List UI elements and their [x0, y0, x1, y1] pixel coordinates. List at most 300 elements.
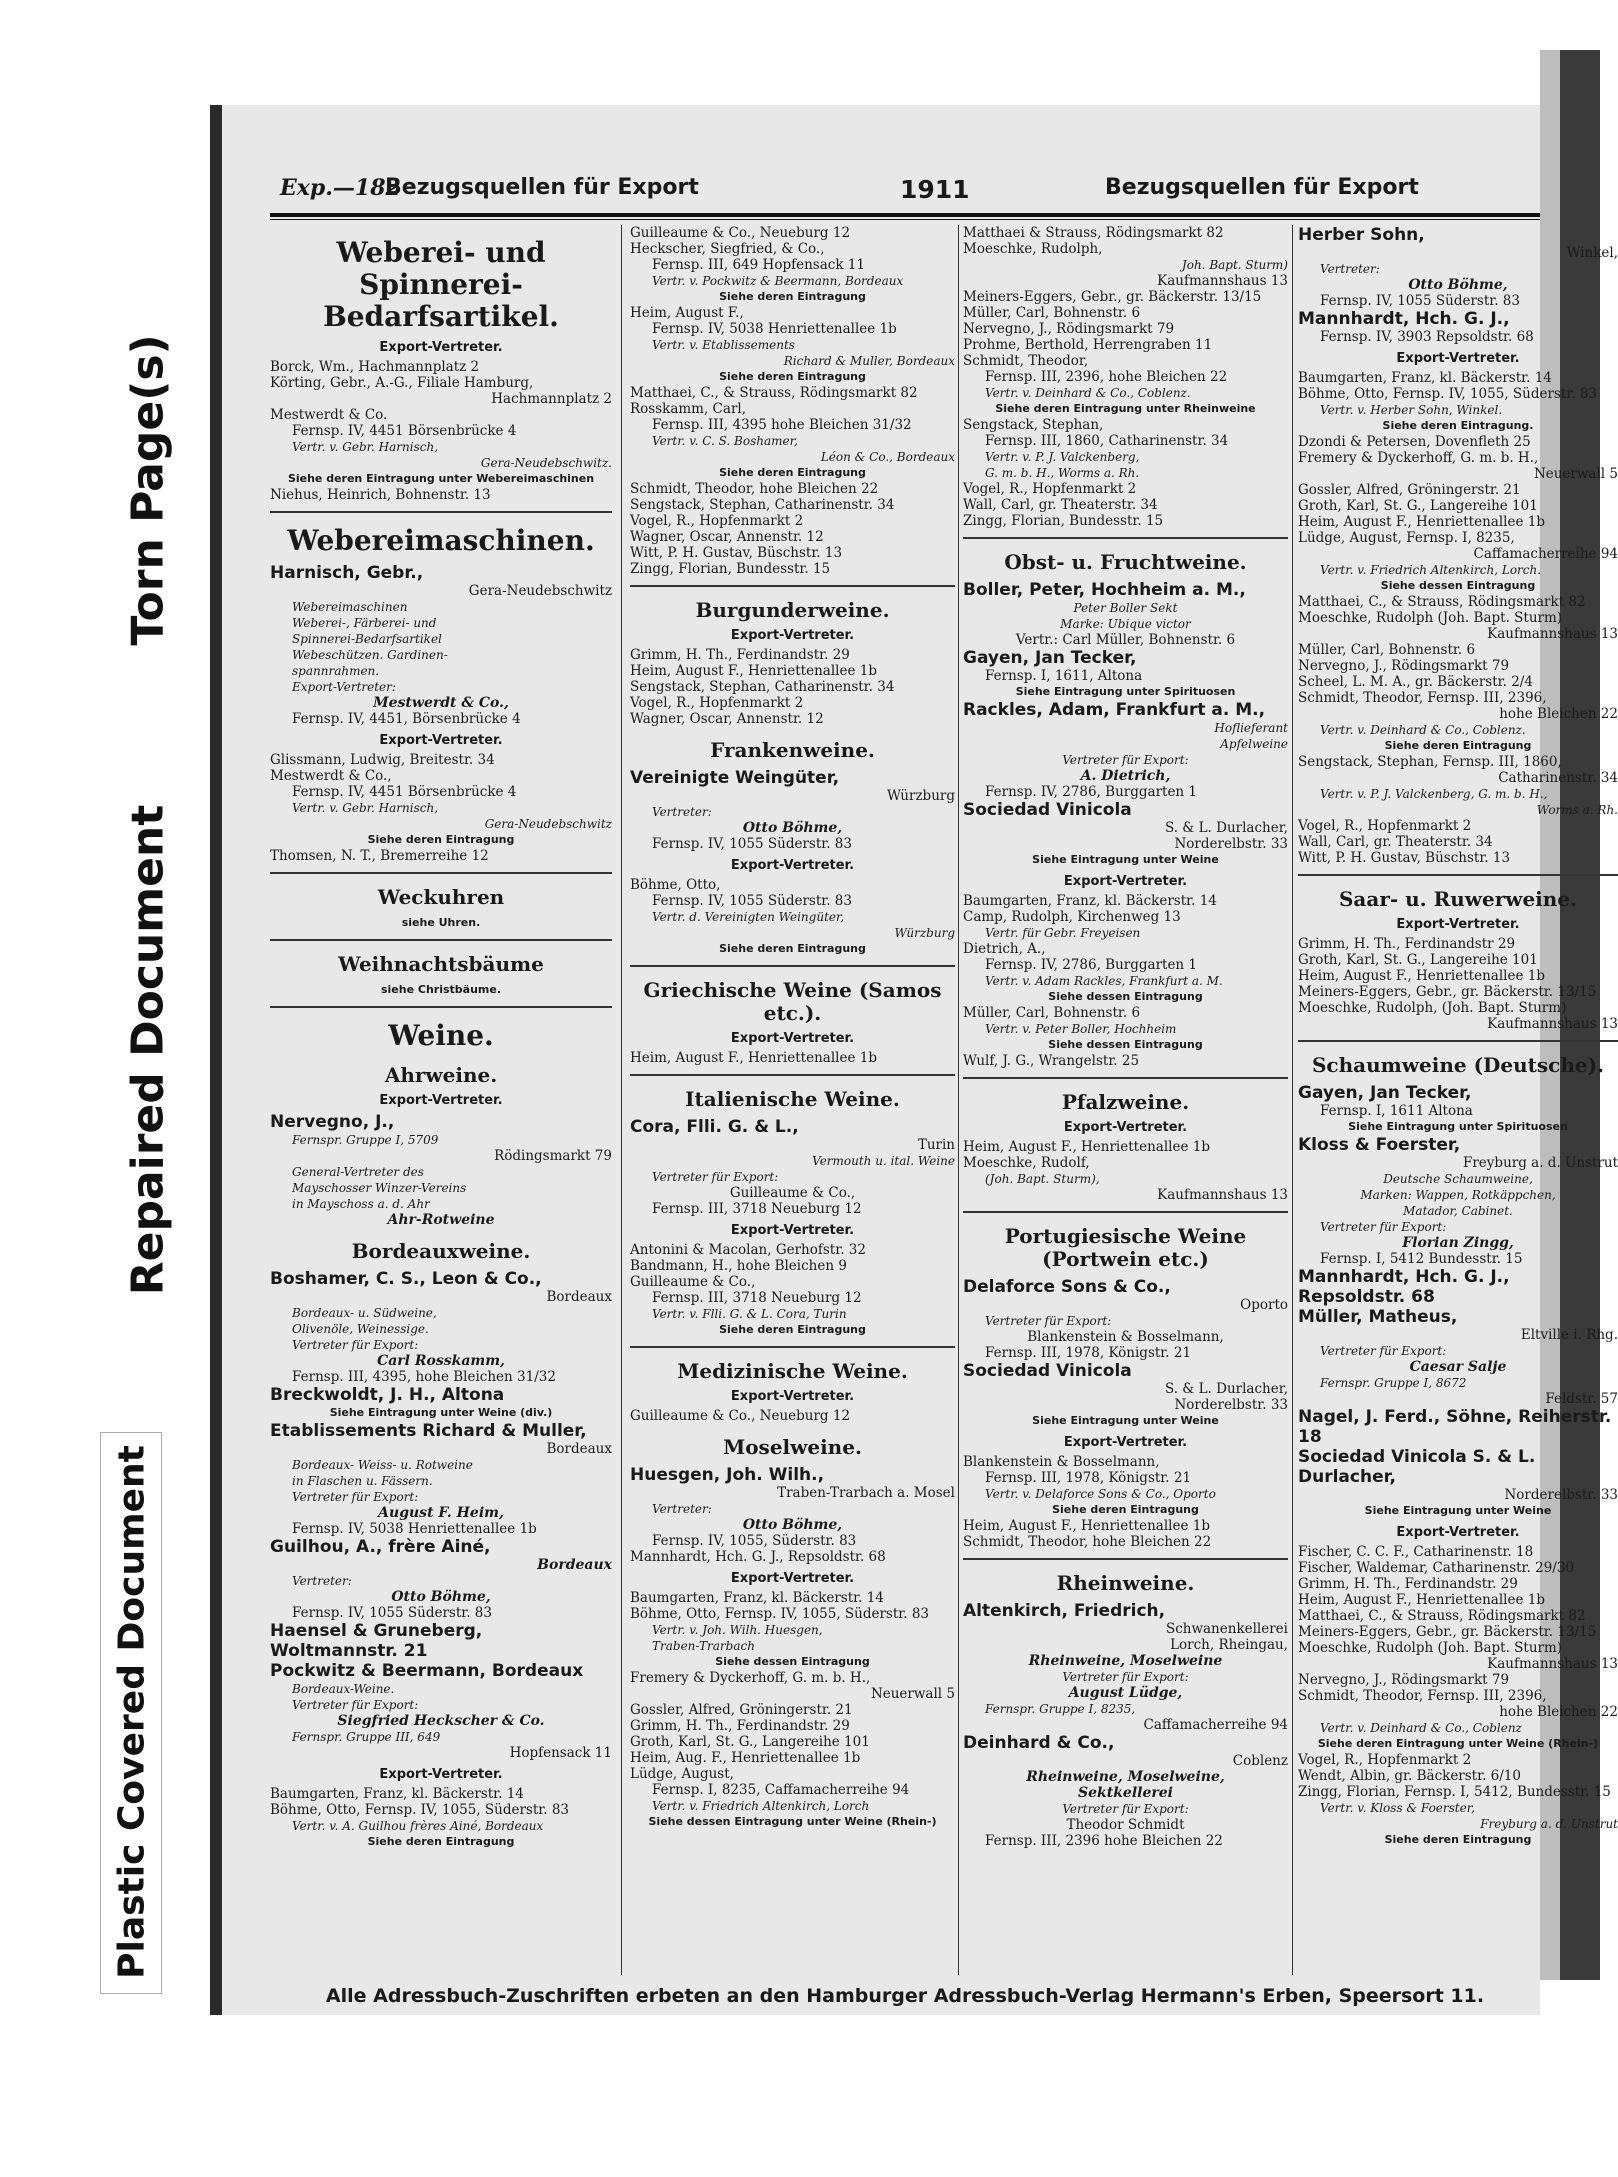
entry-line: Léon & Co., Bordeaux [820, 450, 955, 464]
entry-line: Vertr. v. P. J. Valckenberg, [985, 450, 1140, 464]
entry-line: Eltville i. Rhg. [1520, 1327, 1618, 1343]
entry-line: Theodor Schmidt [1066, 1817, 1185, 1833]
firm-name: Sociedad Vinicola [963, 800, 1132, 820]
entry-line: G. m. b. H., Worms a. Rh. [985, 466, 1140, 480]
entry-line: Coblenz [1232, 1753, 1288, 1769]
subheading: Export-Vertreter. [379, 1766, 503, 1782]
entry-line: Vertreter für Export: [1062, 1670, 1189, 1684]
entry-line: Vertr. v. A. Guilhou frères Ainé, Bordeaux [292, 1818, 544, 1833]
cross-reference: Siehe Eintragung unter Weine [1032, 853, 1219, 866]
entry-line: Vertr. v. Etablissements [652, 338, 795, 352]
page-binding-edge [210, 105, 222, 2015]
entry-line: Traben-Trarbach [652, 1639, 755, 1653]
firm-name: Vereinigte Weingüter, [630, 768, 840, 788]
entry-line: Bordeaux [546, 1288, 612, 1305]
entry-line: Schmidt, Theodor, hohe Bleichen 22 [963, 1534, 1212, 1550]
entry-line: Schmidt, Theodor, hohe Bleichen 22 [630, 481, 879, 497]
entry-line: Apfelweine [1220, 737, 1288, 751]
entry-line: Hoflieferant [1214, 721, 1288, 735]
cross-reference: Siehe deren Eintragung. [1382, 419, 1534, 432]
entry-line: Vertr. v. Deinhard & Co., Coblenz. [985, 386, 1191, 400]
section-rule [270, 939, 612, 941]
entry-line: Gera-Neudebschwitz [484, 816, 612, 831]
entry-line: Vertr. v. Delaforce Sons & Co., Oporto [985, 1487, 1216, 1501]
entry-line: Fernsp. III, 4395 hohe Bleichen 31/32 [652, 417, 912, 433]
entry-line: Heim, August F., Henriettenallee 1b [630, 663, 877, 679]
firm-name: Pockwitz & Beermann, Bordeaux [270, 1660, 584, 1681]
firm-name: Gayen, Jan Tecker, [963, 648, 1137, 668]
section-heading: Ahrweine. [384, 1062, 498, 1087]
entry-line: Zingg, Florian, Bundesstr. 15 [630, 561, 831, 577]
section-rule [270, 1006, 612, 1008]
cross-reference: Siehe dessen Eintragung [1048, 1038, 1203, 1051]
entry-line: Fernspr. Gruppe I, 8235, [985, 1702, 1136, 1716]
section-heading: Portugiesische Weine (Portwein etc.) [1004, 1224, 1247, 1271]
cross-reference: Siehe deren Eintragung [719, 370, 866, 383]
entry-line: Vertr. v. Pockwitz & Beermann, Bordeaux [652, 274, 904, 288]
entry-line: Moeschke, Rudolph (Joh. Bapt. Sturm) [1298, 610, 1563, 626]
entry-line: Vertr. d. Vereinigten Weingüter, [652, 910, 845, 924]
entry-line: Fernsp. III, 1860, Catharinenstr. 34 [985, 433, 1229, 449]
entry-line: Vertr. v. Gebr. Harnisch, [292, 800, 439, 815]
entry-line: Vertr. v. Gebr. Harnisch, [292, 439, 439, 454]
section-rule [1298, 1040, 1618, 1042]
entry-line: Gera-Neudebschwitz [468, 582, 612, 599]
cross-reference: Siehe deren Eintragung [719, 1323, 866, 1336]
section-heading: Medizinische Weine. [677, 1359, 908, 1383]
subheading: Export-Vertreter. [1396, 1525, 1520, 1540]
entry-line: Fernsp. IV, 1055 Süderstr. 83 [1320, 293, 1520, 309]
entry-line: Vogel, R., Hopfenmarkt 2 [1298, 818, 1472, 834]
entry-line: Fischer, Waldemar, Catharinenstr. 29/30 [1298, 1560, 1575, 1576]
entry-line: Thomsen, N. T., Bremerreihe 12 [270, 847, 489, 864]
entry-line: Blankenstein & Bosselmann, [1027, 1329, 1224, 1345]
firm-name: Gayen, Jan Tecker, [1298, 1083, 1472, 1103]
entry-line: Wulf, J. G., Wrangelstr. 25 [963, 1053, 1140, 1069]
entry-line: Heim, August F., Henriettenallee 1b [630, 1050, 877, 1066]
entry-line: Fernsp. IV, 1055 Süderstr. 83 [652, 836, 852, 852]
subheading: Export-Vertreter. [1063, 1120, 1188, 1135]
entry-line: Siegfried Heckscher & Co. [337, 1712, 545, 1729]
entry-line: Vertr. v. Deinhard & Co., Coblenz [1320, 1721, 1522, 1735]
entry-line: Weberei-, Färberei- und [292, 615, 437, 630]
entry-line: Sektkellerei [1078, 1785, 1173, 1801]
entry-line: hohe Bleichen 22 [1499, 706, 1618, 722]
section-rule [630, 585, 955, 587]
entry-line: Böhme, Otto, Fernsp. IV, 1055, Süderstr. 83 [1298, 386, 1598, 402]
entry-line: Heim, August F., Henriettenallee 1b [963, 1139, 1210, 1155]
entry-line: Bordeaux-Weine. [292, 1681, 395, 1696]
entry-line: Moeschke, Rudolph (Joh. Bapt. Sturm) [1298, 1640, 1563, 1656]
entry-line: Nervegno, J., Rödingsmarkt 79 [1298, 658, 1510, 674]
entry-line: Otto Böhme, [1408, 277, 1508, 293]
entry-line: Catharinenstr. 34 [1498, 770, 1618, 786]
entry-line: Fernspr. Gruppe III, 649 [292, 1729, 441, 1744]
entry-line: Sengstack, Stephan, [963, 417, 1104, 433]
entry-line: Moeschke, Rudolf, [963, 1155, 1090, 1171]
entry-line: Fernsp. IV, 1055 Süderstr. 83 [652, 893, 852, 909]
entry-line: Böhme, Otto, [630, 877, 721, 893]
subheading: Export-Vertreter. [730, 628, 855, 643]
entry-line: Fernsp. III, 2396 hohe Bleichen 22 [985, 1833, 1223, 1849]
entry-line: Baumgarten, Franz, kl. Bäckerstr. 14 [630, 1590, 884, 1606]
entry-line: Caesar Salje [1409, 1359, 1507, 1375]
entry-line: Fernsp. III, 1978, Königstr. 21 [985, 1345, 1192, 1361]
entry-line: Neuerwall 5 [1533, 466, 1618, 482]
entry-line: Olivenöle, Weinessige. [292, 1321, 429, 1336]
entry-line: Oporto [1240, 1297, 1288, 1313]
entry-line: Rosskamm, Carl, [630, 401, 747, 417]
cross-reference: Siehe deren Eintragung [1052, 1503, 1199, 1516]
entry-line: Dietrich, A., [963, 941, 1046, 957]
entry-line: Marken: Wappen, Rotkäppchen, [1360, 1188, 1556, 1202]
entry-line: Matador, Cabinet. [1403, 1204, 1513, 1218]
entry-line: Freyburg a. d. Unstrut [1480, 1817, 1618, 1831]
firm-name: Harnisch, Gebr., [270, 562, 424, 583]
entry-line: Baumgarten, Franz, kl. Bäckerstr. 14 [963, 893, 1217, 909]
section-heading: Weckuhren [377, 884, 505, 909]
entry-line: Matthaei, C., & Strauss, Rödingsmarkt 82 [1298, 1608, 1586, 1624]
entry-line: Fremery & Dyckerhoff, G. m. b. H., [630, 1670, 871, 1686]
section-rule [963, 1211, 1288, 1213]
entry-line: Müller, Carl, Bohnenstr. 6 [1298, 642, 1476, 658]
entry-line: Mestwerdt & Co. [270, 406, 388, 423]
header-right-title: Bezugsquellen für Export [1105, 175, 1419, 200]
section-heading: Weihnachtsbäume [338, 951, 544, 976]
entry-line: Fernsp. III, 2396, hohe Bleichen 22 [985, 369, 1228, 385]
entry-line: Schmidt, Theodor, Fernsp. III, 2396, [1298, 690, 1547, 706]
firm-name: Rackles, Adam, Frankfurt a. M., [963, 700, 1266, 720]
firm-name: Kloss & Foerster, [1298, 1135, 1461, 1155]
entry-line: S. & L. Durlacher, [1164, 1381, 1288, 1397]
entry-line: Vertr.: Carl Müller, Bohnenstr. 6 [1015, 632, 1236, 648]
header-rule-thin [270, 219, 1540, 220]
entry-line: S. & L. Durlacher, [1164, 820, 1288, 836]
entry-line: Vertr. v. Deinhard & Co., Coblenz. [1320, 723, 1526, 737]
entry-line: Groth, Karl, St. G., Langereihe 101 [1298, 952, 1538, 968]
page-header [240, 175, 1530, 215]
section-heading: Griechische Weine (Samos etc.). [643, 978, 942, 1025]
section-rule [630, 1346, 955, 1348]
entry-line: Blankenstein & Bosselmann, [963, 1454, 1160, 1470]
entry-line: Hachmannplatz 2 [491, 390, 612, 407]
subheading: Export-Vertreter. [730, 1031, 855, 1046]
entry-line: Wendt, Albin, gr. Bäckerstr. 6/10 [1298, 1768, 1521, 1784]
entry-line: Fernsp. I, 8235, Caffamacherreihe 94 [652, 1782, 910, 1798]
entry-line: Guilleaume & Co., Neueburg 12 [630, 225, 851, 241]
entry-line: Heim, Aug. F., Henriettenallee 1b [630, 1750, 861, 1766]
entry-line: Grimm, H. Th., Ferdinandstr. 29 [1298, 1576, 1518, 1592]
entry-line: Groth, Karl, St. G., Langereihe 101 [630, 1734, 870, 1750]
firm-name: Mannhardt, Hch. G. J., Repsoldstr. 68 [1298, 1267, 1510, 1307]
section-rule [270, 872, 612, 874]
entry-line: Fernsp. IV, 4451 Börsenbrücke 4 [292, 422, 517, 439]
entry-line: Vertreter für Export: [292, 1489, 419, 1504]
firm-name: Haensel & Gruneberg, Woltmannstr. 21 [270, 1620, 483, 1661]
entry-line: Borck, Wm., Hachmannplatz 2 [270, 358, 480, 375]
subheading: Export-Vertreter. [730, 1571, 855, 1586]
cross-reference: siehe Christbäume. [380, 982, 502, 996]
entry-line: Bandmann, H., hohe Bleichen 9 [630, 1258, 847, 1274]
page-number: Exp.—182 [280, 175, 401, 201]
entry-line: Caffamacherreihe 94 [1143, 1717, 1288, 1733]
entry-line: Bordeaux- Weiss- u. Rotweine [292, 1457, 473, 1472]
entry-line: Caffamacherreihe 94 [1473, 546, 1618, 562]
section-heading: Weberei- und Spinnerei-Bedarfsartikel. [323, 236, 559, 334]
section-rule [630, 965, 955, 967]
entry-line: Meiners-Eggers, Gebr., gr. Bäckerstr. 13/15 [963, 289, 1262, 305]
section-heading: Schaumweine (Deutsche). [1311, 1053, 1605, 1077]
section-heading: Obst- u. Fruchtweine. [1004, 550, 1247, 574]
section-heading: Pfalzweine. [1061, 1090, 1190, 1114]
column-4 [1298, 225, 1618, 1975]
entry-line: Sengstack, Stephan, Catharinenstr. 34 [630, 679, 895, 695]
entry-line: August F. Heim, [378, 1504, 504, 1521]
entry-line: Grimm, H. Th., Ferdinandstr. 29 [630, 1718, 850, 1734]
entry-line: Schmidt, Theodor, Fernsp. III, 2396, [1298, 1688, 1547, 1704]
subheading: Export-Vertreter. [379, 1092, 503, 1108]
entry-line: Witt, P. H. Gustav, Büschstr. 13 [630, 545, 843, 561]
entry-line: Bordeaux- u. Südweine, [292, 1305, 437, 1320]
cross-reference: Siehe dessen Eintragung unter Weine (Rhein-) [648, 1815, 937, 1828]
entry-line: Export-Vertreter: [292, 679, 396, 694]
entry-line: Vogel, R., Hopfenmarkt 2 [963, 481, 1137, 497]
cross-reference: Siehe deren Eintragung [367, 832, 515, 846]
entry-line: Böhme, Otto, Fernsp. IV, 1055, Süderstr. 83 [630, 1606, 930, 1622]
entry-line: Gossler, Alfred, Gröningerstr. 21 [630, 1702, 853, 1718]
entry-line: (Joh. Bapt. Sturm), [985, 1172, 1100, 1186]
entry-line: Gossler, Alfred, Gröningerstr. 21 [1298, 482, 1521, 498]
entry-line: Grimm, H. Th., Ferdinandstr. 29 [630, 647, 850, 663]
cross-reference: Siehe Eintragung unter Weine [1032, 1414, 1219, 1427]
column-2 [630, 225, 955, 1975]
entry-line: Vertr. v. Adam Rackles, Frankfurt a. M. [985, 974, 1223, 988]
column-divider [621, 225, 622, 1975]
cross-reference: Siehe deren Eintragung unter Webereimaschinen [287, 471, 595, 485]
entry-line: Matthaei, C., & Strauss, Rödingsmarkt 82 [1298, 594, 1586, 610]
entry-line: Baumgarten, Franz, kl. Bäckerstr. 14 [1298, 370, 1552, 386]
entry-line: Bordeaux [537, 1556, 612, 1573]
entry-line: Vogel, R., Hopfenmarkt 2 [1298, 1752, 1472, 1768]
document-page [210, 105, 1618, 2015]
firm-name: Guilhou, A., frère Ainé, [270, 1536, 491, 1557]
cross-reference: Siehe Eintragung unter Weine [1364, 1504, 1552, 1517]
entry-line: Deutsche Schaumweine, [1383, 1172, 1533, 1186]
entry-line: in Flaschen u. Fässern. [292, 1473, 433, 1488]
entry-line: Ahr-Rotweine [387, 1211, 495, 1228]
entry-line: Müller, Carl, Bohnenstr. 6 [963, 1005, 1141, 1021]
entry-line: Fernsp. I, 1611, Altona [985, 668, 1143, 684]
header-rule [270, 213, 1540, 217]
entry-line: Fernspr. Gruppe I, 8672 [1320, 1376, 1467, 1390]
entry-line: Vertreter für Export: [1062, 753, 1189, 767]
entry-line: Norderelbstr. 33 [1174, 836, 1288, 852]
entry-line: Lorch, Rheingau, [1170, 1637, 1288, 1653]
entry-line: Vertreter: [292, 1573, 352, 1588]
entry-line: Müller, Carl, Bohnenstr. 6 [963, 305, 1141, 321]
cross-reference: Siehe dessen Eintragung [715, 1655, 870, 1668]
entry-line: Kaufmannshaus 13 [1487, 1016, 1618, 1032]
entry-line: Nervegno, J., Rödingsmarkt 79 [963, 321, 1175, 337]
entry-line: Zingg, Florian, Bundesstr. 15 [963, 513, 1164, 529]
entry-line: hohe Bleichen 22 [1499, 1704, 1618, 1720]
entry-line: Meiners-Eggers, Gebr., gr. Bäckerstr. 13/15 [1298, 984, 1597, 1000]
cross-reference: siehe Uhren. [401, 915, 481, 929]
entry-line: Guilleaume & Co., [729, 1185, 856, 1201]
directory-columns [270, 225, 1618, 1975]
firm-name: Breckwoldt, J. H., Altona [270, 1384, 505, 1405]
entry-line: Fernsp. III, 3718 Neueburg 12 [652, 1201, 862, 1217]
entry-line: Fernsp. I, 5412 Bundesstr. 15 [1320, 1251, 1523, 1267]
entry-line: Vertreter für Export: [1320, 1220, 1447, 1234]
firm-name: Boshamer, C. S., Leon & Co., [270, 1268, 542, 1289]
entry-line: Vertreter für Export: [292, 1697, 419, 1712]
entry-line: A. Dietrich, [1080, 768, 1171, 784]
entry-line: Fernsp. IV, 4451 Börsenbrücke 4 [292, 783, 517, 800]
section-rule [270, 511, 612, 513]
entry-line: Dzondi & Petersen, Dovenfleth 25 [1298, 434, 1531, 450]
header-left-title: Bezugsquellen für Export [385, 175, 699, 200]
entry-line: Böhme, Otto, Fernsp. IV, 1055, Süderstr. 83 [270, 1801, 570, 1818]
entry-line: Fernsp. III, 649 Hopfensack 11 [652, 257, 865, 273]
firm-name: Mannhardt, Hch. G. J., [1298, 309, 1510, 329]
section-rule [1298, 874, 1618, 876]
cross-reference: Siehe deren Eintragung unter Weine (Rhein-) [1317, 1737, 1599, 1750]
entry-line: Fernsp. III, 1978, Königstr. 21 [985, 1470, 1192, 1486]
entry-line: Moeschke, Rudolph, (Joh. Bapt. Sturm) [1298, 1000, 1567, 1016]
column-divider [958, 225, 959, 1975]
firm-name: Altenkirch, Friedrich, [963, 1601, 1166, 1621]
entry-line: in Mayschoss a. d. Ahr [292, 1196, 430, 1211]
entry-line: Schmidt, Theodor, [963, 353, 1089, 369]
subheading: Export-Vertreter. [730, 1389, 855, 1404]
entry-line: Wagner, Oscar, Annenstr. 12 [630, 711, 824, 727]
section-heading: Weine. [388, 1018, 494, 1052]
entry-line: Norderelbstr. 33 [1504, 1487, 1618, 1503]
entry-line: Fernsp. I, 1611 Altona [1320, 1103, 1473, 1119]
entry-line: Moeschke, Rudolph, [963, 241, 1103, 257]
entry-line: Gera-Neudebschwitz. [480, 455, 612, 470]
entry-line: Heim, August F., Henriettenallee 1b [963, 1518, 1210, 1534]
entry-line: Grimm, H. Th., Ferdinandstr 29 [1298, 936, 1516, 952]
entry-line: Otto Böhme, [742, 1517, 843, 1533]
entry-line: Lüdge, August, [630, 1766, 734, 1782]
entry-line: General-Vertreter des [292, 1164, 424, 1179]
entry-line: Worms a. Rh. [1536, 803, 1618, 817]
entry-line: Webereimaschinen [292, 599, 408, 614]
entry-line: Spinnerei-Bedarfsartikel [292, 631, 442, 646]
entry-line: Mestwerdt & Co., [270, 767, 392, 784]
entry-line: Vertreter für Export: [1320, 1344, 1447, 1358]
entry-line: Fernsp. III, 3718 Neueburg 12 [652, 1290, 862, 1306]
entry-line: Fernsp. IV, 5038 Henriettenallee 1b [652, 321, 897, 337]
cross-reference: Siehe deren Eintragung [367, 1834, 515, 1848]
entry-line: Vertr. v. Joh. Wilh. Huesgen, [652, 1623, 823, 1637]
firm-name: Nervegno, J., [270, 1111, 395, 1132]
section-rule [963, 1077, 1288, 1079]
entry-line: Feldstr. 57 [1545, 1391, 1618, 1407]
entry-line: Vertr. v. Peter Boller, Hochheim [985, 1022, 1177, 1036]
entry-line: Matthaei & Strauss, Rödingsmarkt 82 [963, 225, 1224, 241]
subheading: Export-Vertreter. [379, 339, 503, 355]
firm-name: Nagel, J. Ferd., Söhne, Reiherstr. 18 [1298, 1407, 1612, 1447]
entry-line: Otto Böhme, [391, 1588, 491, 1605]
section-rule [963, 1558, 1288, 1560]
entry-line: Wall, Carl, gr. Theaterstr. 34 [1298, 834, 1493, 850]
entry-line: Heim, August F., Henriettenallee 1b [1298, 968, 1545, 984]
entry-line: Vertreter für Export: [1062, 1802, 1189, 1816]
entry-line: Vertreter: [652, 1502, 712, 1516]
subheading: Export-Vertreter. [1396, 917, 1520, 932]
cross-reference: Siehe deren Eintragung [719, 466, 866, 479]
cross-reference: Siehe Eintragung unter Spirituosen [1015, 685, 1236, 698]
firm-name: Cora, Flli. G. & L., [630, 1117, 799, 1137]
entry-line: Sengstack, Stephan, Fernsp. III, 1860, [1298, 754, 1562, 770]
entry-line: Fernsp. III, 4395, hohe Bleichen 31/32 [292, 1368, 556, 1385]
entry-line: Fremery & Dyckerhoff, G. m. b. H., [1298, 450, 1539, 466]
entry-line: Neuerwall 5 [870, 1686, 955, 1702]
entry-line: Rheinweine, Moselweine, [1026, 1769, 1225, 1785]
entry-line: Fernsp. IV, 2786, Burggarten 1 [985, 784, 1198, 800]
entry-line: Vogel, R., Hopfenmarkt 2 [630, 513, 804, 529]
entry-line: Vertreter für Export: [292, 1337, 419, 1352]
section-heading: Italienische Weine. [685, 1087, 900, 1111]
cross-reference: Siehe deren Eintragung [1384, 739, 1532, 752]
subheading: Export-Vertreter. [1063, 1435, 1188, 1450]
entry-line: Niehus, Heinrich, Bohnenstr. 13 [270, 486, 491, 503]
section-heading: Saar- u. Ruwerweine. [1338, 887, 1578, 911]
entry-line: Vertr. v. P. J. Valckenberg, G. m. b. H., [1320, 787, 1548, 801]
entry-line: Fernsp. IV, 4451, Börsenbrücke 4 [292, 710, 521, 727]
entry-line: Glissmann, Ludwig, Breitestr. 34 [270, 751, 495, 768]
section-rule [963, 537, 1288, 539]
entry-line: Kaufmannshaus 13 [1487, 1656, 1618, 1672]
entry-line: Vertr. v. Friedrich Altenkirch, Lorch. [1320, 563, 1542, 577]
cross-reference: Siehe deren Eintragung [719, 290, 866, 303]
subheading: Export-Vertreter. [1063, 874, 1188, 889]
entry-line: Baumgarten, Franz, kl. Bäckerstr. 14 [270, 1785, 524, 1802]
column-1 [270, 225, 612, 1975]
entry-line: Vertr. v. Kloss & Foerster, [1320, 1801, 1475, 1815]
entry-line: Wagner, Oscar, Annenstr. 12 [630, 529, 824, 545]
section-heading: Bordeauxweine. [351, 1238, 531, 1263]
column-3 [963, 225, 1288, 1975]
entry-line: Vertr. v. Herber Sohn, Winkel. [1320, 403, 1503, 417]
firm-name: Deinhard & Co., [963, 1733, 1115, 1753]
firm-name: Müller, Matheus, [1298, 1307, 1458, 1327]
entry-line: Vertr. v. Friedrich Altenkirch, Lorch [652, 1799, 870, 1813]
section-heading: Webereimaschinen. [287, 523, 595, 557]
entry-line: Hopfensack 11 [509, 1744, 612, 1761]
entry-line: Fernsp. IV, 2786, Burggarten 1 [985, 957, 1198, 973]
header-year: 1911 [900, 175, 970, 204]
entry-line: Vertr. v. C. S. Boshamer, [652, 434, 798, 448]
cross-reference: Siehe deren Eintragung [719, 942, 866, 955]
section-heading: Rheinweine. [1056, 1571, 1195, 1595]
firm-name: Herber Sohn, [1298, 225, 1425, 245]
entry-line: spannrahmen. [292, 663, 380, 678]
entry-line: Kaufmannshaus 13 [1487, 626, 1618, 642]
entry-line: Traben-Trarbach a. Mosel [777, 1485, 955, 1501]
entry-line: Camp, Rudolph, Kirchenweg 13 [963, 909, 1181, 925]
entry-line: Norderelbstr. 33 [1174, 1397, 1288, 1413]
cross-reference: Siehe dessen Eintragung [1380, 579, 1536, 592]
entry-line: Kaufmannshaus 13 [1157, 1187, 1288, 1203]
firm-name: Sociedad Vinicola [963, 1361, 1132, 1381]
firm-name: Etablissements Richard & Muller, [270, 1420, 587, 1441]
entry-line: Fernsp. IV, 1055 Süderstr. 83 [292, 1604, 492, 1621]
entry-line: Witt, P. H. Gustav, Büschstr. 13 [1298, 850, 1511, 866]
